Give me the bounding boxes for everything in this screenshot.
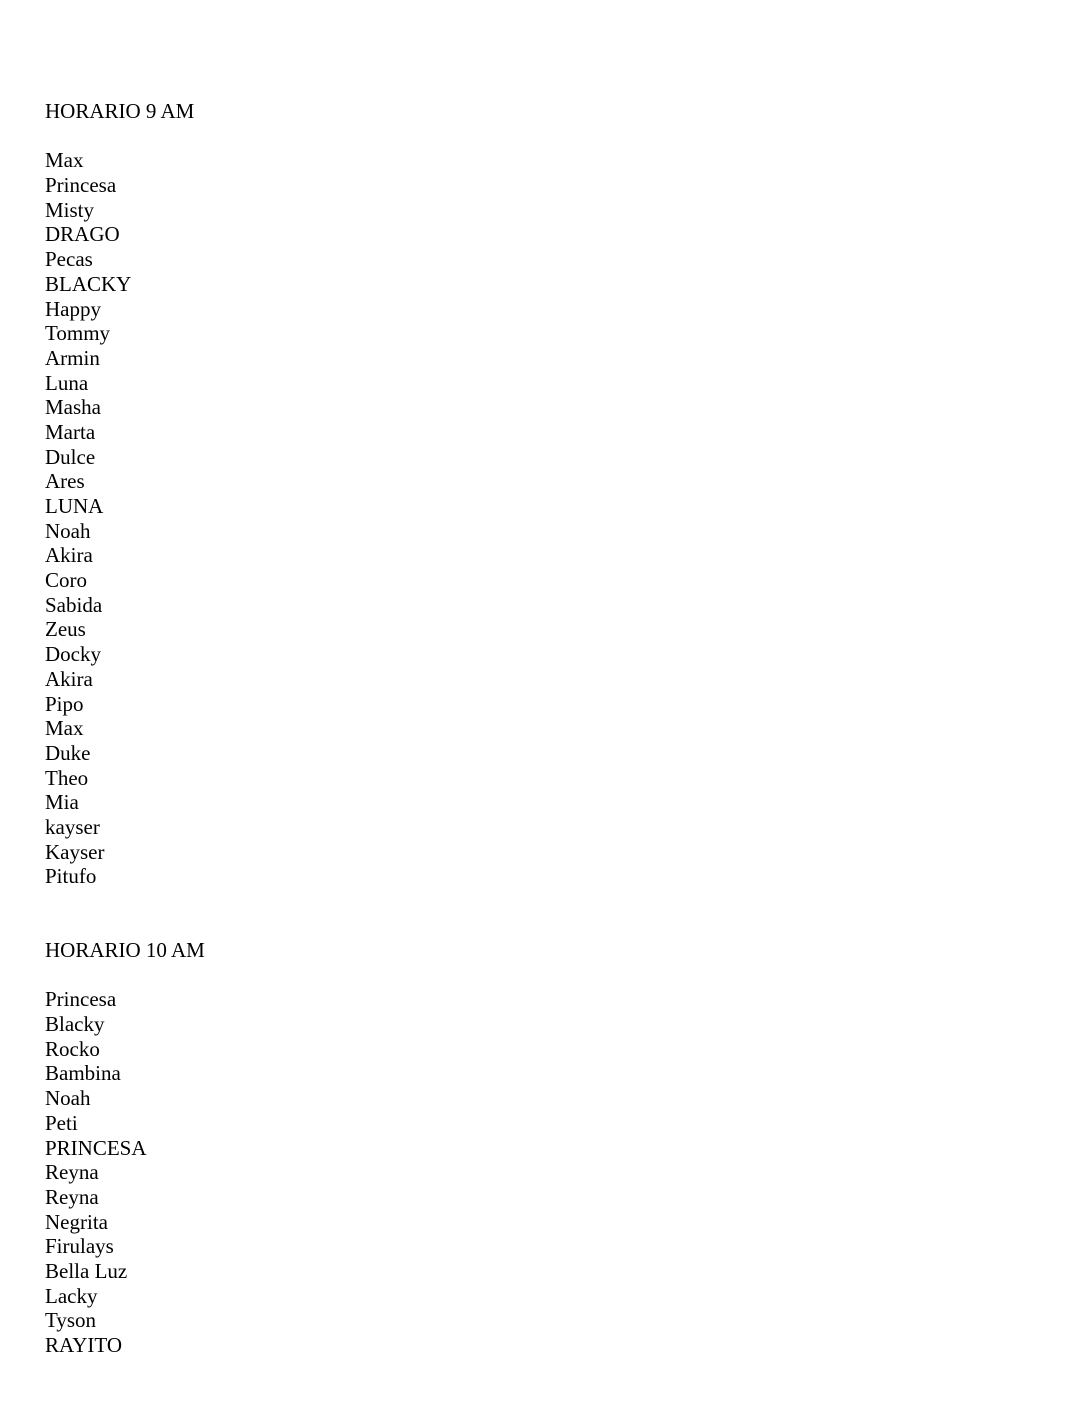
list-item: Happy (45, 296, 101, 321)
list-item: Max (45, 148, 84, 173)
list-item: PRINCESA (45, 1135, 147, 1160)
list-item: Masha (45, 395, 101, 420)
list-item: Sabida (45, 592, 103, 617)
schedule-section-9am (45, 99, 194, 889)
list-item: Lacky (45, 1283, 98, 1308)
list-item: Luna (45, 370, 89, 395)
list-item: Blacky (45, 1012, 105, 1037)
list-item: Ares (45, 469, 85, 494)
name-list (45, 148, 194, 889)
list-item: Max (45, 716, 84, 741)
list-item: Kayser (45, 839, 105, 864)
list-item: Tyson (45, 1308, 97, 1333)
list-item: DRAGO (45, 222, 120, 247)
list-item: Tommy (45, 321, 111, 346)
section-heading: HORARIO 10 AM (45, 938, 205, 962)
list-item: Firulays (45, 1234, 114, 1259)
list-item: Princesa (45, 173, 117, 198)
list-item: Princesa (45, 987, 117, 1012)
list-item: Duke (45, 740, 91, 765)
list-item: BLACKY (45, 271, 132, 296)
list-item: Armin (45, 345, 100, 370)
list-item: Negrita (45, 1209, 108, 1234)
list-item: kayser (45, 814, 100, 839)
name-list (45, 987, 205, 1357)
list-item: Docky (45, 642, 101, 667)
list-item: Noah (45, 1086, 91, 1111)
list-item: Akira (45, 666, 93, 691)
schedule-section-10am (45, 938, 205, 1358)
list-item: Rocko (45, 1036, 100, 1061)
list-item: Reyna (45, 1160, 99, 1185)
list-item: Pipo (45, 691, 84, 716)
list-item: RAYITO (45, 1333, 123, 1357)
list-item: Zeus (45, 617, 86, 642)
list-item: Misty (45, 197, 95, 222)
section-heading: HORARIO 9 AM (45, 99, 195, 123)
list-item: Mia (45, 790, 79, 815)
list-item: Marta (45, 419, 96, 444)
list-item: Theo (45, 765, 89, 790)
list-item: Bambina (45, 1061, 121, 1086)
list-item: LUNA (45, 494, 104, 518)
list-item: Akira (45, 543, 93, 568)
list-item: Bella Luz (45, 1258, 128, 1283)
list-item: Noah (45, 518, 91, 543)
list-item: Dulce (45, 444, 96, 469)
list-item: Coro (45, 568, 87, 593)
list-item: Peti (45, 1110, 78, 1135)
list-item: Reyna (45, 1184, 99, 1209)
list-item: Pecas (45, 247, 93, 272)
list-item: Pitufo (45, 864, 97, 889)
